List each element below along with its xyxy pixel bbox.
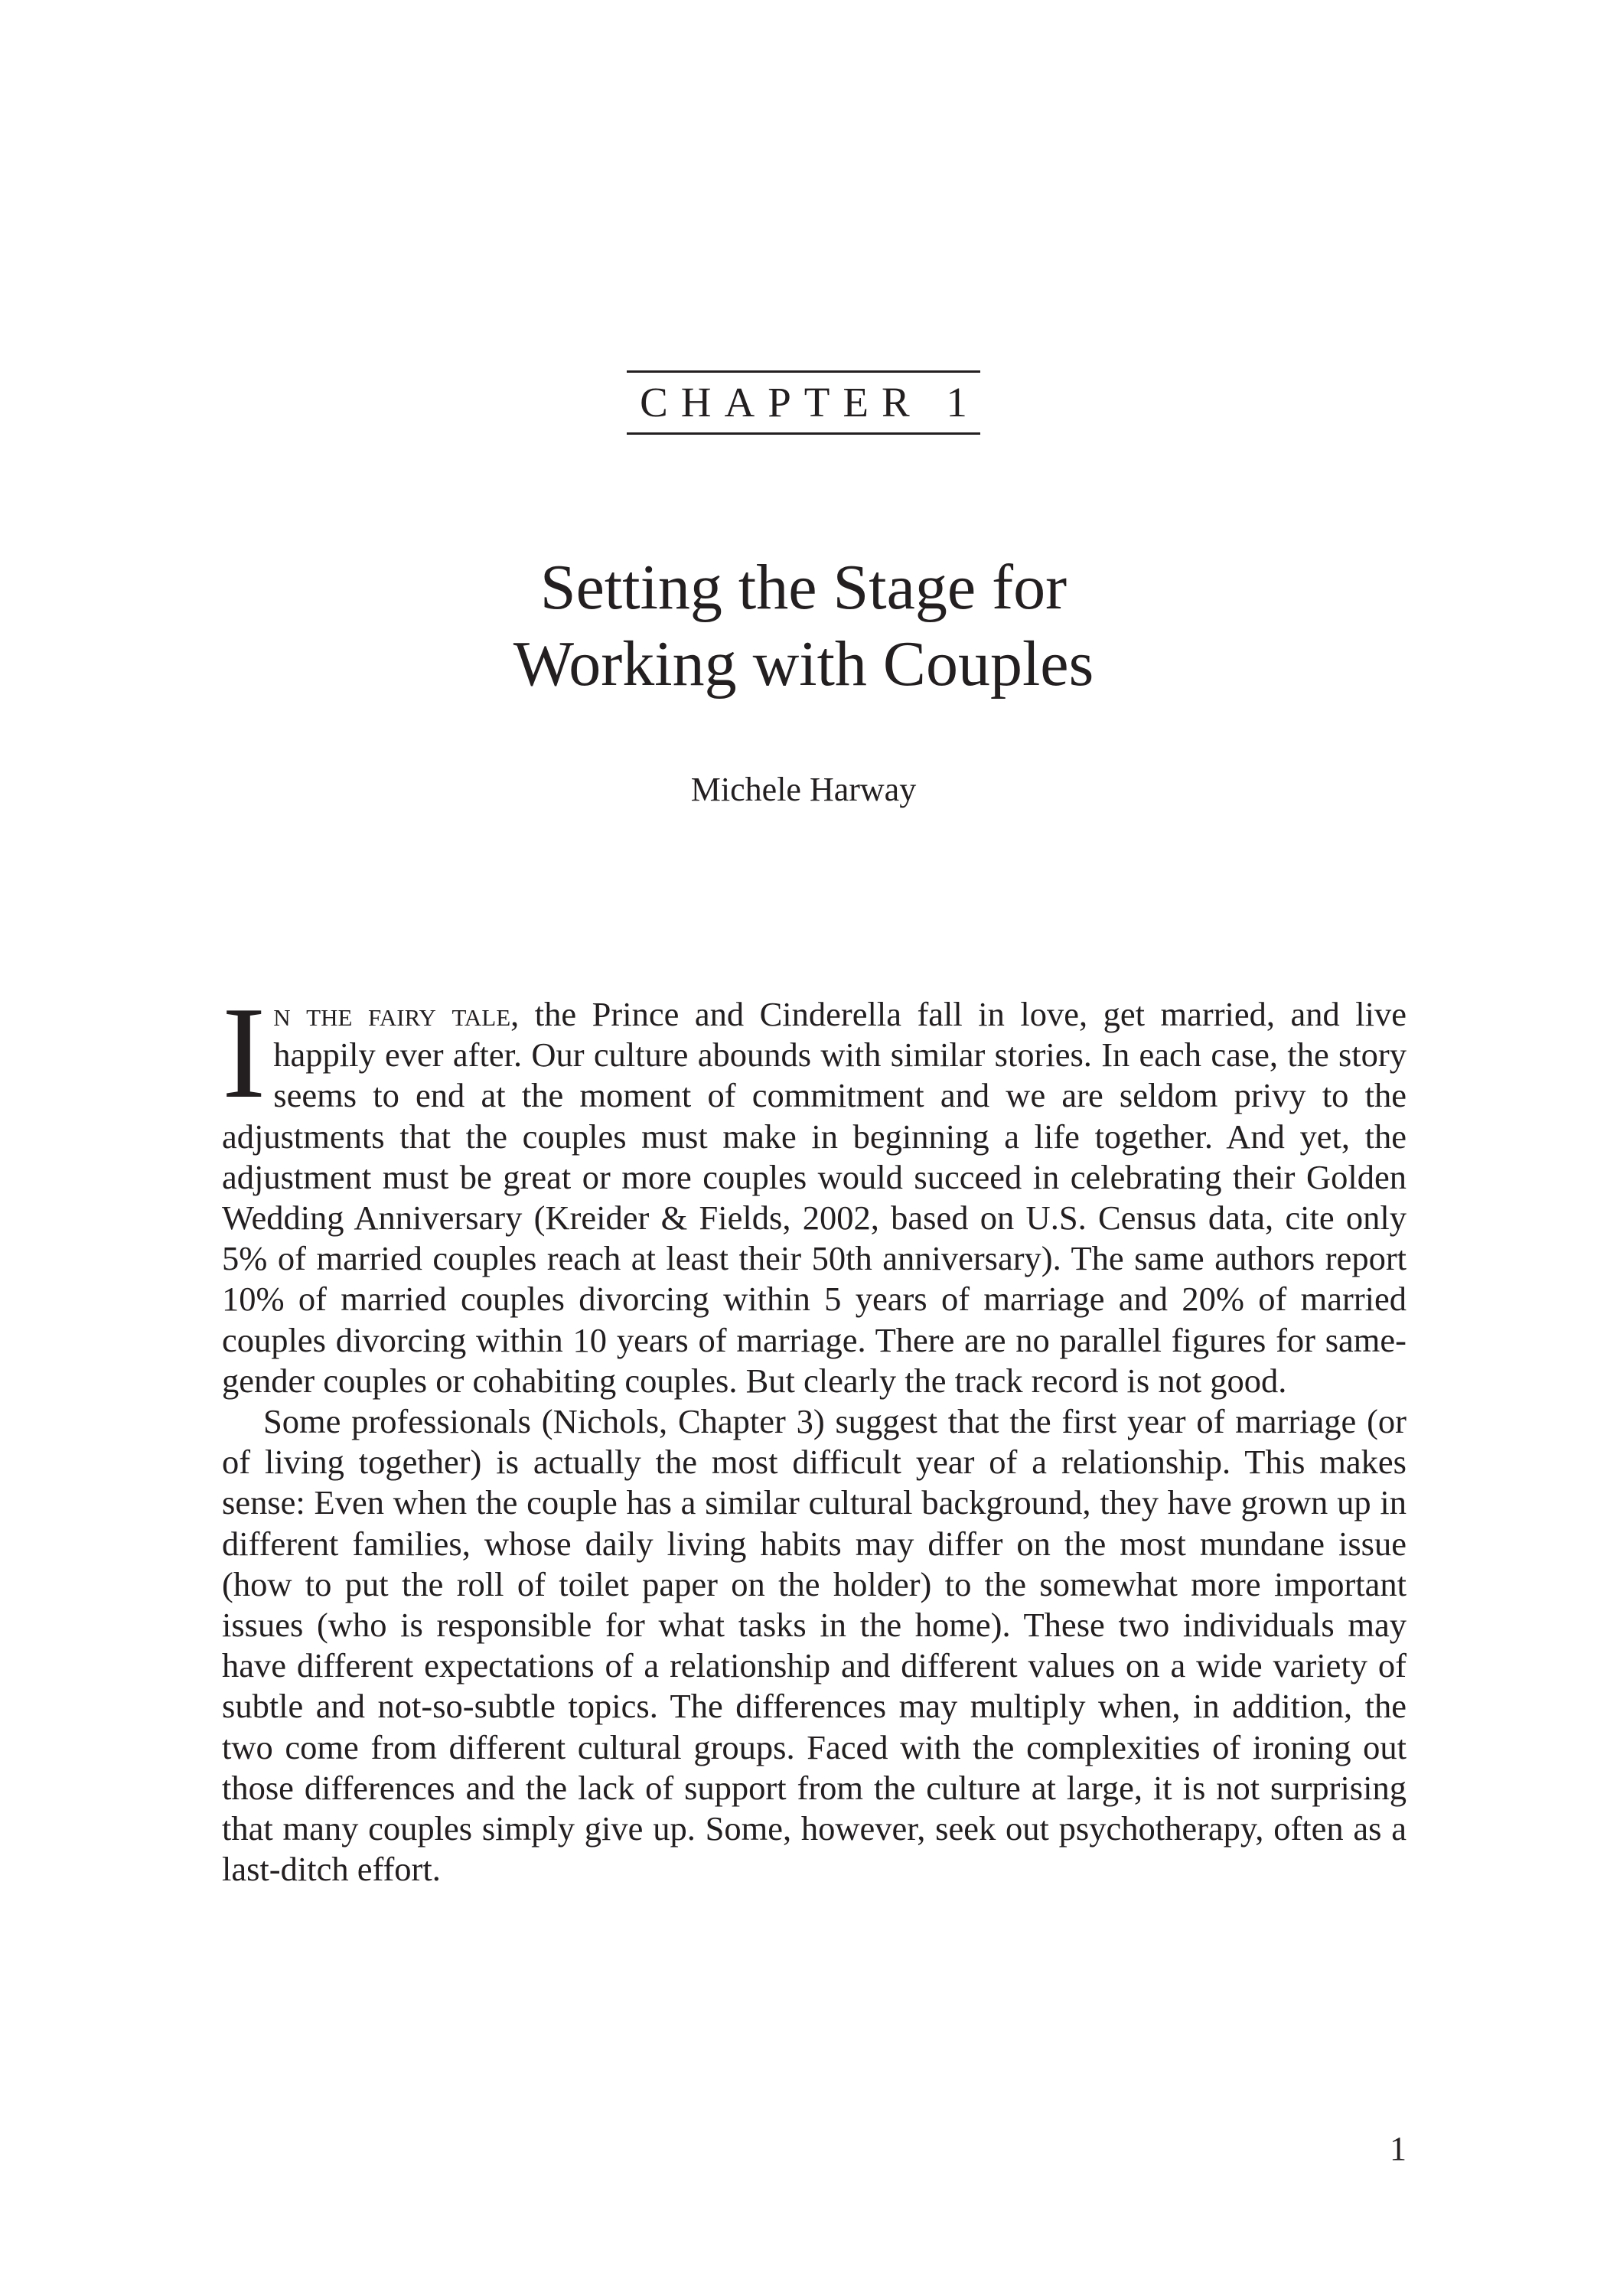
chapter-label	[0, 370, 1607, 435]
chapter-title-line-2: Working with Couples	[513, 628, 1094, 700]
page-number: 1	[1390, 2130, 1407, 2167]
paragraph-2: Some professionals (Nichols, Chapter 3) suggest that the first year of marriage (or of living together) is actually the most difficult year of a relationship. This makes sense: Even when the couple has a similar cultural background, they have grown up in different families, whose daily living habits may differ on the most mundane issue (how to put the roll of toilet paper on the holder) to the somewhat more important issues (who is responsible for what tasks in the home). These two individuals may have different expectations of a relationship and different values on a wide variety of subtle and not-so-subtle topics. The differences may multiply when, in addition, the two come from different cultural groups. Faced with the complexities of ironing out those differences and the lack of support from the culture at large, it is not surprising that many couples simply give up. Some, however, seek out psychotherapy, often as a last-ditch effort.	[222, 1402, 1407, 1889]
drop-cap: I	[222, 980, 266, 1126]
chapter-title-line-1: Setting the Stage for	[539, 552, 1068, 623]
body-text	[222, 980, 1407, 1890]
lead-in: n the fairy tale	[273, 995, 511, 1033]
paragraph-1-text: , the Prince and Cinderella fall in love, get married, and live happily ever after. Our culture abounds with similar stories. In each case, the story seems to end at the moment of commitment and we are seldom privy to the adjustments that the couples must make in beginning a life together. And yet, the adjustment must be great or more couples would succeed in celebrating their Golden Wedding Anniversary (Kreider & Fields, 2002, based on U.S. Census data, cite only 5% of married couples reach at least their 50th anniversary). The same authors report 10% of married couples divorcing within 5 years of marriage and 20% of married couples divorcing within 10 years of marriage. There are no parallel figures for same-gender couples or cohabiting couples. But clearly the track record is not good.	[222, 995, 1407, 1400]
author-name: Michele Harway	[690, 771, 917, 808]
paragraph-1	[222, 980, 1407, 1401]
chapter-number: CHAPTER 1	[627, 370, 980, 435]
chapter-title	[0, 550, 1607, 703]
